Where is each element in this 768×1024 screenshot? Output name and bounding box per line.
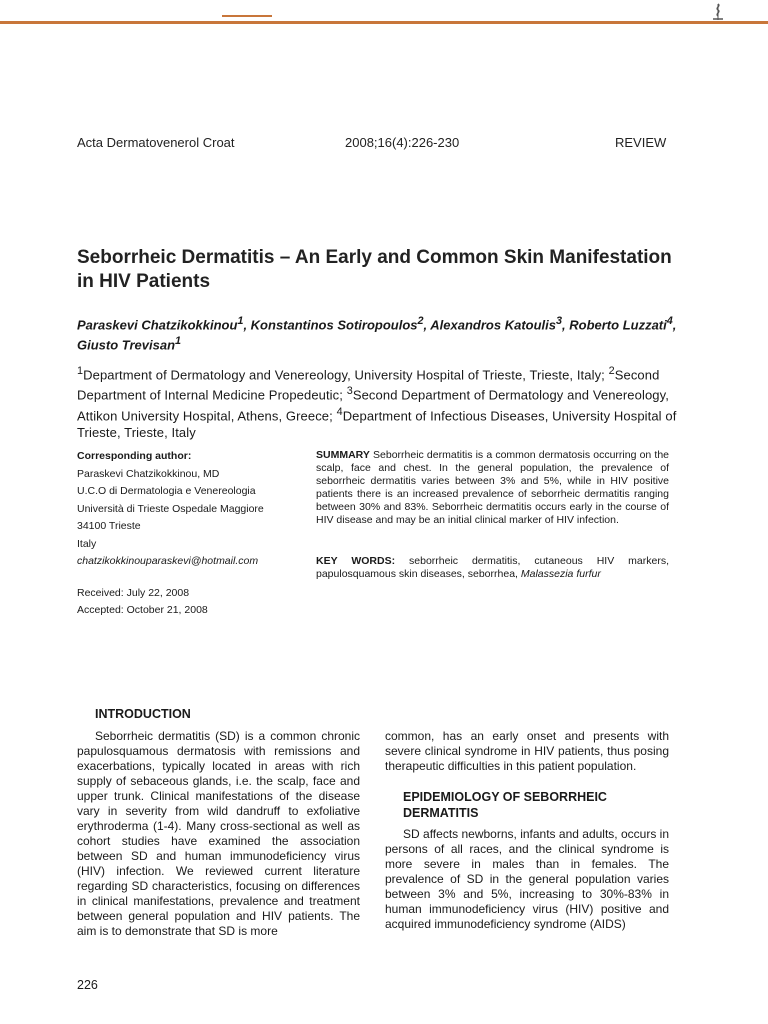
- top-banner: [0, 0, 768, 24]
- summary-text: Seborrheic dermatitis is a common dermatosis occurring on the scalp, face and chest. In the general population, the prevalence of seborrheic dermatitis varies between 3% and 5%, while in HIV positive patients there is an increased prevalence of seborrheic dermatitis ranging between 30% and 83%. Seborrheic dermatitis occurs early in the course of HIV disease and may be an initial clinical marker of HIV infection.: [316, 449, 669, 526]
- article-type: REVIEW: [615, 135, 667, 150]
- keywords-italic: Malassezia furfur: [520, 568, 601, 580]
- keywords: [316, 555, 669, 581]
- banner-rule: [222, 15, 272, 17]
- author-name: Konstantinos Sotiropoulos: [250, 317, 418, 333]
- corr-email[interactable]: chatzikokkinouparaskevi@hotmail.com: [77, 555, 259, 567]
- page-number: 226: [77, 978, 98, 992]
- affiliations: [77, 363, 677, 441]
- summary-label: SUMMARY: [316, 449, 370, 461]
- received-date: Received: July 22, 2008: [77, 587, 190, 599]
- corr-line: 34100 Trieste: [77, 520, 141, 532]
- affil-ref: 3: [346, 385, 353, 398]
- intro-column-left: [77, 729, 360, 939]
- corr-line: Italy: [77, 537, 97, 550]
- intro-column-right: [385, 729, 669, 774]
- author-affil-ref: 3: [555, 315, 563, 327]
- keywords-text: seborrheic dermatitis, cutaneous HIV markers, papulosquamous skin diseases, seborrhea,: [316, 555, 669, 580]
- author-affil-ref: 4: [666, 315, 673, 327]
- keywords-label: KEY WORDS:: [316, 555, 396, 567]
- epidemiology-paragraph: SD affects newborns, infants and adults, occurs in persons of all races, and the clinical syndrome is more severe in males than in females. The prevalence of SD in the general population varies between 3% and 5%, increasing to 30%-83% in human immunodeficiency virus (HIV) positive and acquired immunodeficiency syndrome (AIDS): [385, 827, 669, 931]
- journal-name: Acta Dermatovenerol Croat: [77, 135, 235, 150]
- summary: [316, 449, 669, 527]
- corr-line: U.C.O di Dermatologia e Venereologia: [77, 485, 256, 497]
- affil-ref: 2: [608, 365, 615, 377]
- affil-ref: 1: [77, 365, 84, 377]
- citation: 2008;16(4):226-230: [345, 135, 460, 150]
- intro-heading: INTRODUCTION: [95, 707, 191, 721]
- author-name: Giusto Trevisan: [77, 337, 176, 353]
- intro-paragraph-cont: common, has an early onset and presents with severe clinical syndrome in HIV patients, thus posing therapeutic difficulties in this patient population.: [385, 729, 669, 773]
- author-name: Paraskevi Chatzikokkinou: [77, 317, 238, 333]
- corresponding-author: [77, 448, 307, 571]
- corresponding-label: Corresponding author:: [77, 450, 192, 462]
- author-affil-ref: 1: [237, 315, 244, 327]
- affil-text: Department of Infectious Diseases, University Hospital of Trieste, Trieste, Italy: [77, 407, 677, 440]
- author-name: Roberto Luzzati: [569, 317, 667, 333]
- corr-line: Università di Trieste Ospedale Maggiore: [77, 502, 264, 515]
- epidemiology-heading: EPIDEMIOLOGY OF SEBORRHEIC DERMATITIS: [403, 790, 607, 820]
- article-title: Seborrheic Dermatitis – An Early and Common Skin Manifestation in HIV Patients: [77, 247, 672, 292]
- journal-logo-icon: [708, 2, 728, 22]
- affil-ref: 4: [336, 405, 343, 418]
- author-name: Alexandros Katoulis: [430, 317, 556, 333]
- affil-text: Second Department of Internal Medicine Propedeutic;: [77, 367, 660, 403]
- corr-line: Paraskevi Chatzikokkinou, MD: [77, 467, 220, 480]
- accepted-date: Accepted: October 21, 2008: [77, 604, 208, 616]
- author-list: Paraskevi Chatzikokkinou$^1$, Konstantinos Sotiropoulos$^2$, Alexandros Katoulis$^3$, Roberto Luzzati$^4$, Giusto Trevisan$^1$: [77, 315, 677, 353]
- dates: [77, 585, 307, 619]
- epidemiology-column: [385, 827, 669, 932]
- affil-text: Second Department of Dermatology and Venereology, Attikon University Hospital, Athens, Greece;: [77, 387, 669, 423]
- author-affil-ref: 1: [175, 335, 182, 348]
- author-affil-ref: 2: [417, 315, 424, 327]
- affil-text: Department of Dermatology and Venereology, University Hospital of Trieste, Trieste, Italy;: [83, 367, 609, 383]
- intro-paragraph: Seborrheic dermatitis (SD) is a common chronic papulosquamous dermatosis with remissions and exacerbations, typically located in areas with rich supply of sebaceous glands, i.e. the scalp, face and upper trunk. Clinical manifestations of the disease vary in severity from wild dandruff to exfoliative erythroderma (1-4). Many cross-sectional as well as cohort studies have examined the association between SD and human immunodeficiency virus (HIV) infection. We reviewed current literature regarding SD characteristics, focusing on differences in clinical manifestations, prevalence and treatment between general population and HIV patients. The aim is to demonstrate that SD is more: [77, 729, 360, 938]
